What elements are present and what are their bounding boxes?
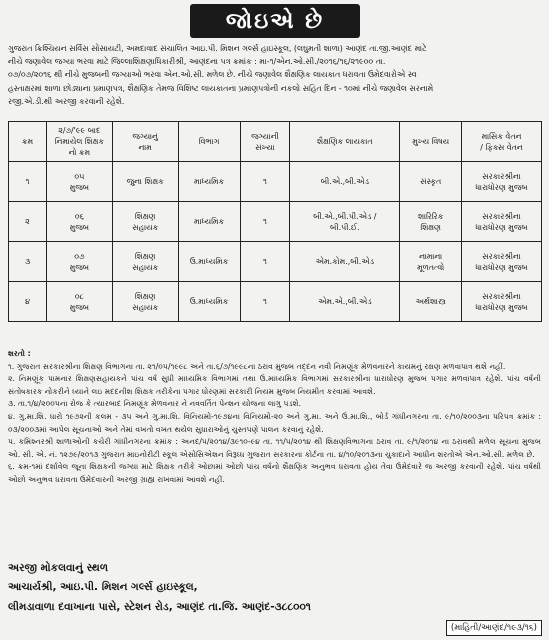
cell-serial: ૨ [9,202,47,242]
cell-count: ૧ [240,242,290,282]
application-address [8,560,408,617]
table-row [9,162,542,202]
cell-post-name: શિક્ષણ સહાયક [112,282,178,322]
cell-serial: ૪ [9,282,47,322]
cell-section: ઉ.માધ્યમિક [178,282,240,322]
cell-main-subject: અર્થશાસ્ત્ર [400,282,462,322]
cell-serial: ૧ [9,162,47,202]
cell-qualification: બી.એ.,બી.પી.એડ / બી.પી.ઈ. [290,202,400,242]
intro-line: હસ્તાક્ષરમાં શાળા છોડ્યાના પ્રમાણપત્ર, શૈક્ષણિક તેમજ વિશિષ્ટ લાયકાતના પ્રમાણપત્રોની નકલો સહિત દિન - ૧૦માં નીચે જણાવેલ સરનામે [8,83,434,93]
column-header-main-subject: મુખ્ય વિષય [400,122,462,162]
cell-teacher-order: ૦૮ મુજબ [46,282,112,322]
cell-section: માધ્યમિક [178,202,240,242]
cell-qualification: એમ.એ.,બી.એડ [290,282,400,322]
column-header-section: વિભાગ [178,122,240,162]
cell-salary: સરકારશ્રીના ધારાધોરણ મુજબ [462,202,542,242]
cell-count: ૧ [240,282,290,322]
conditions-heading: શરતો : [8,349,31,358]
intro-line: ૦૭/૦૭/૨૦૧૬ થી નીચે મુજબની જગ્યાઓ ભરવા એન.ઓ.સી. મળેલ છે. નીચે જણાવેલ શૈક્ષણિક લાયકાત ધરાવતા ઉમેદવારોએ સ્વ [8,70,417,80]
cell-post-name: શિક્ષણ સહાયક [112,202,178,242]
cell-qualification: બી.એ.,બી.એડ [290,162,400,202]
conditions-section [8,348,541,487]
column-header-salary: માસિક વેતન / ફિક્સ વેતન [462,122,542,162]
page-title: જોઇએ છે [190,4,360,38]
table-header-row [9,122,542,162]
table-row [9,242,542,282]
cell-count: ૧ [240,162,290,202]
condition-item: ૫. કમિશ્નરશ્રી શાળાઓની કચેરી ગાંધીનગરના ક્રમાંક : અનદ/૫/૨૦૧૪/૩૯૧૦-૯૪ તા. ૧૧/૫/૨૦૧૪ થી શિક્ષણવિભાગના ઠરાવ તા. ૯/૧/૨૦૧૪ ના ઠરાવથી મળેલ સૂચના મુજબ ઓ. સી. એ. નં. ૧૨૭૯/૨૦૧૩ ગુજરાત માઇનોરીટી સ્કૂલ એસોસિએશન વિરૂધ્ધ ગુજરાત સરકારના કોર્ટના તા. ૪/૧૦/૨૦૧૩ના ચુકાદાને આધીન શરતોએ એન.ઓ.સી. મળેલ છે. [8,437,541,459]
column-header-teacher-order: ૨/૭/'૯૯ બાદ નિમાયેલ શિક્ષક નો ક્રમ [46,122,112,162]
cell-qualification: એમ.કોમ.,બી.એડ [290,242,400,282]
cell-teacher-order: ૦૬ મુજબ [46,202,112,242]
cell-post-name: શિક્ષણ સહાયક [112,242,178,282]
intro-line: ગુજરાત ક્રિશ્ચિયન સર્વિસ સોસાયટી, અમદાવાદ સંચાલિત આઇ.પી. મિશન ગર્લ્સ હાઇસ્કૂલ, (લઘુમતી શાળા) આણંદ તા.જી.આણંદ માટે [8,44,427,53]
condition-item: ૩. તા.૧/૪/૨૦૦૫ના રોજ કે ત્યારબાદ નિમણૂંક મેળવનાર ને નવવર્તિત પેન્શન યોજના લાગુ પડશે. [8,399,302,409]
cell-section: માધ્યમિક [178,162,240,202]
intro-line: નીચે જણાવેલ જગ્યા ભરવા માટે જિલ્લાશિક્ષણાધિકારીશ્રી, આણંદના પત્ર ક્રમાંક : મા-૧/એન.ઓ.સી./૨૦૧૬/૧૬/૨૧૯૦૦ તા. [8,57,386,67]
cell-teacher-order: ૦૫ મુજબ [46,162,112,202]
cell-section: ઉ.માધ્યમિક [178,242,240,282]
cell-serial: ૩ [9,242,47,282]
condition-item: ૨. નિમણૂંક પામનાર શિક્ષણસહાયકને પાંચ વર્ષ સુધી માધ્યમિક વિભાગમાં તથા ઉ.માધ્યમિક વિભાગમાં સરકારશ્રીના ધારાધોરણ મુજબ પગાર મળવાપાત્ર રહેશે. પાંચ વર્ષની સંતોષકારક નોકરીને ધ્યાને લઇ મદદનીશ શિક્ષક તરીકેના પગાર ધોરણમાં સરકારી નિયમ મુજબ નિયમીત કરવામાં આવશે. [8,374,541,396]
table-row [9,282,542,322]
table-row [9,202,542,242]
cell-salary: સરકારશ્રીના ધારાધોરણ મુજબ [462,282,542,322]
cell-main-subject: નામાના મૂળતત્વો [400,242,462,282]
intro-line: રજી.એ.ડી.થી અરજી કરવાની રહેશે. [8,96,125,106]
cell-post-name: જુના શિક્ષક [112,162,178,202]
cell-salary: સરકારશ્રીના ધારાધોરણ મુજબ [462,162,542,202]
cell-main-subject: શારિરિક શિક્ષણ [400,202,462,242]
vacancy-table [8,121,542,322]
address-line: લીમડાવાળા દવાખાના પાસે, સ્ટેશન રોડ, આણંદ તા.જિ. આણંદ-૩૮૮૦૦૧ [8,601,311,613]
column-header-serial: ક્રમ [9,122,47,162]
column-header-count: જગ્યાની સંખ્યા [240,122,290,162]
cell-count: ૧ [240,202,290,242]
address-heading: અરજી મોકલવાનું સ્થળ [8,562,109,574]
column-header-post-name: જગ્યાનું નામ [112,122,178,162]
cell-main-subject: સંસ્કૃત [400,162,462,202]
intro-paragraph [8,42,541,108]
cell-salary: સરકારશ્રીના ધારાધોરણ મુજબ [462,242,542,282]
condition-item: ૬. ક્રમ-૧માં દર્શાવેલ જૂના શિક્ષકની જગ્યા માટે શિક્ષક તરીકે ઓછામાં ઓછો પાંચ વર્ષનો શૈક્ષણિક અનુભવ ધરાવતા હોય તેવા ઉમેદવારે જ અરજી કરવાની રહેશે. પાંચ વર્ષથી ઓછો અનુભવ ધરાવતા ઉમેદવારની અરજી ગ્રાહ્ય રાખવામાં આવશે નહીં. [8,462,541,484]
cell-teacher-order: ૦૭ મુજબ [46,242,112,282]
column-header-qualification: શૈક્ષણિક લાયકાત [290,122,400,162]
reference-code: (માહિતી/આણંદ/૧૯૩/૧૬) [446,620,542,636]
condition-item: ૪. ગુ.મા.શિ. ધારો ૧૯૭૨ની કલમ - ૩૫ અને ગુ.મા.શિ. વિનિયમો-૧૯૭૪ના વિનિયમો-૨૦ અને ગુ.મા. અને ઉ.મા.શિ., બોર્ડ ગાંધીનગરના તા. ૯/૧૦/૨૦૦૩ના પરિપત્ર ક્રમાંક : ૦૩/૨૦૦૩માં આપેલ સૂચનાઓ અને તેમાં વખતો વખત થયેલ સુધારાઓનું ચુસ્તપણે પાલન કરવાનું રહેશે. [8,411,541,434]
condition-item: ૧. ગુજરાત સરકારશ્રીના શિક્ષણ વિભાગના તા. ૨૧/૦૫/૧૯૯૮ અને તા.૬/૭/૧૯૯૮ના ઠરાવ મુજબ તદ્દન નવી નિમણૂંક મેળવનારને કાયમનું રક્ષણ મળવાપાત્ર થશે નહીં. [8,361,506,371]
address-line: આચાર્યશ્રી, આઇ.પી. મિશન ગર્લ્સ હાઇસ્કૂલ, [8,581,198,593]
